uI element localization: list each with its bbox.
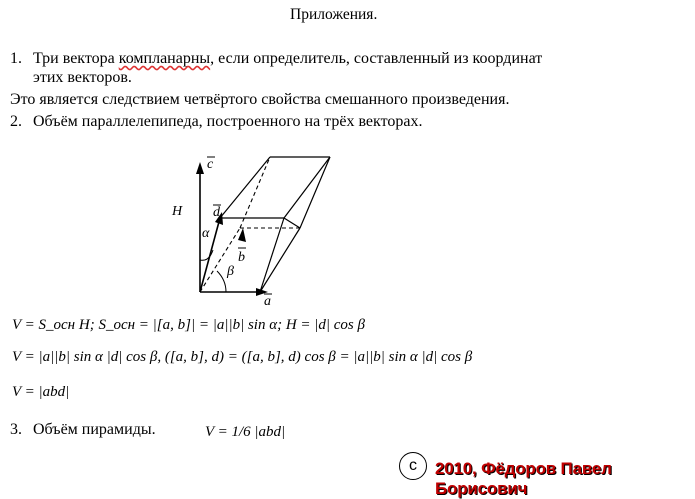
page-title: Приложения. (290, 6, 378, 23)
formula-2-text: V = |a||b| sin α |d| cos β, ([a, b], d) = ([a, b], d) cos β = |a||b| sin α |d| cos β (12, 349, 473, 365)
label-beta: β (227, 264, 234, 279)
parallelepiped-figure (160, 150, 340, 310)
item-3-text: Объём пирамиды. (33, 421, 156, 438)
formula-1-svg (12, 314, 372, 336)
formula-2 (12, 346, 502, 373)
label-H: H (172, 204, 183, 219)
formula-3-svg (12, 381, 92, 403)
vector-c-arrowhead (196, 162, 204, 174)
formula-4-svg (205, 414, 305, 448)
item-1-text-b: , если определитель, составленный из координат (210, 50, 543, 67)
item-1-number: 1. (10, 50, 22, 67)
item-3-number: 3. (10, 421, 22, 438)
label-d: d (213, 205, 220, 220)
formula-4 (205, 414, 305, 453)
item-2-text: Объём параллелепипеда, построенного на трёх векторах. (33, 113, 423, 130)
item-2 (10, 113, 422, 131)
item-2-number: 2. (10, 113, 22, 130)
item-1-text-a: Три вектора (33, 50, 119, 67)
item-1-spellcheck-word: компланарны (118, 50, 211, 67)
formula-3-text: V = |abd| (12, 384, 70, 400)
formula-4-text: V = 1/6 |abd| (205, 424, 286, 440)
author-footer: 2010, Фёдоров Павел Борисович (435, 459, 612, 498)
label-c: c (207, 157, 214, 172)
label-b: b (238, 250, 245, 265)
formula-3 (12, 381, 92, 408)
item-1-line-2: этих векторов. (33, 69, 132, 86)
label-alpha: α (202, 226, 210, 241)
item-3 (10, 421, 156, 439)
formula-1-text: V = S_осн H; S_осн = |[a, b]| = |a||b| sin α; H = |d| cos β (12, 317, 365, 333)
formula-2-svg (12, 346, 502, 368)
formula-1 (12, 314, 372, 341)
note-line: Это является следствием четвёртого свойства смешанного произведения. (10, 91, 510, 108)
copyright-circle-icon: c (399, 452, 427, 480)
item-1 (10, 50, 542, 68)
label-a: a (264, 294, 271, 309)
